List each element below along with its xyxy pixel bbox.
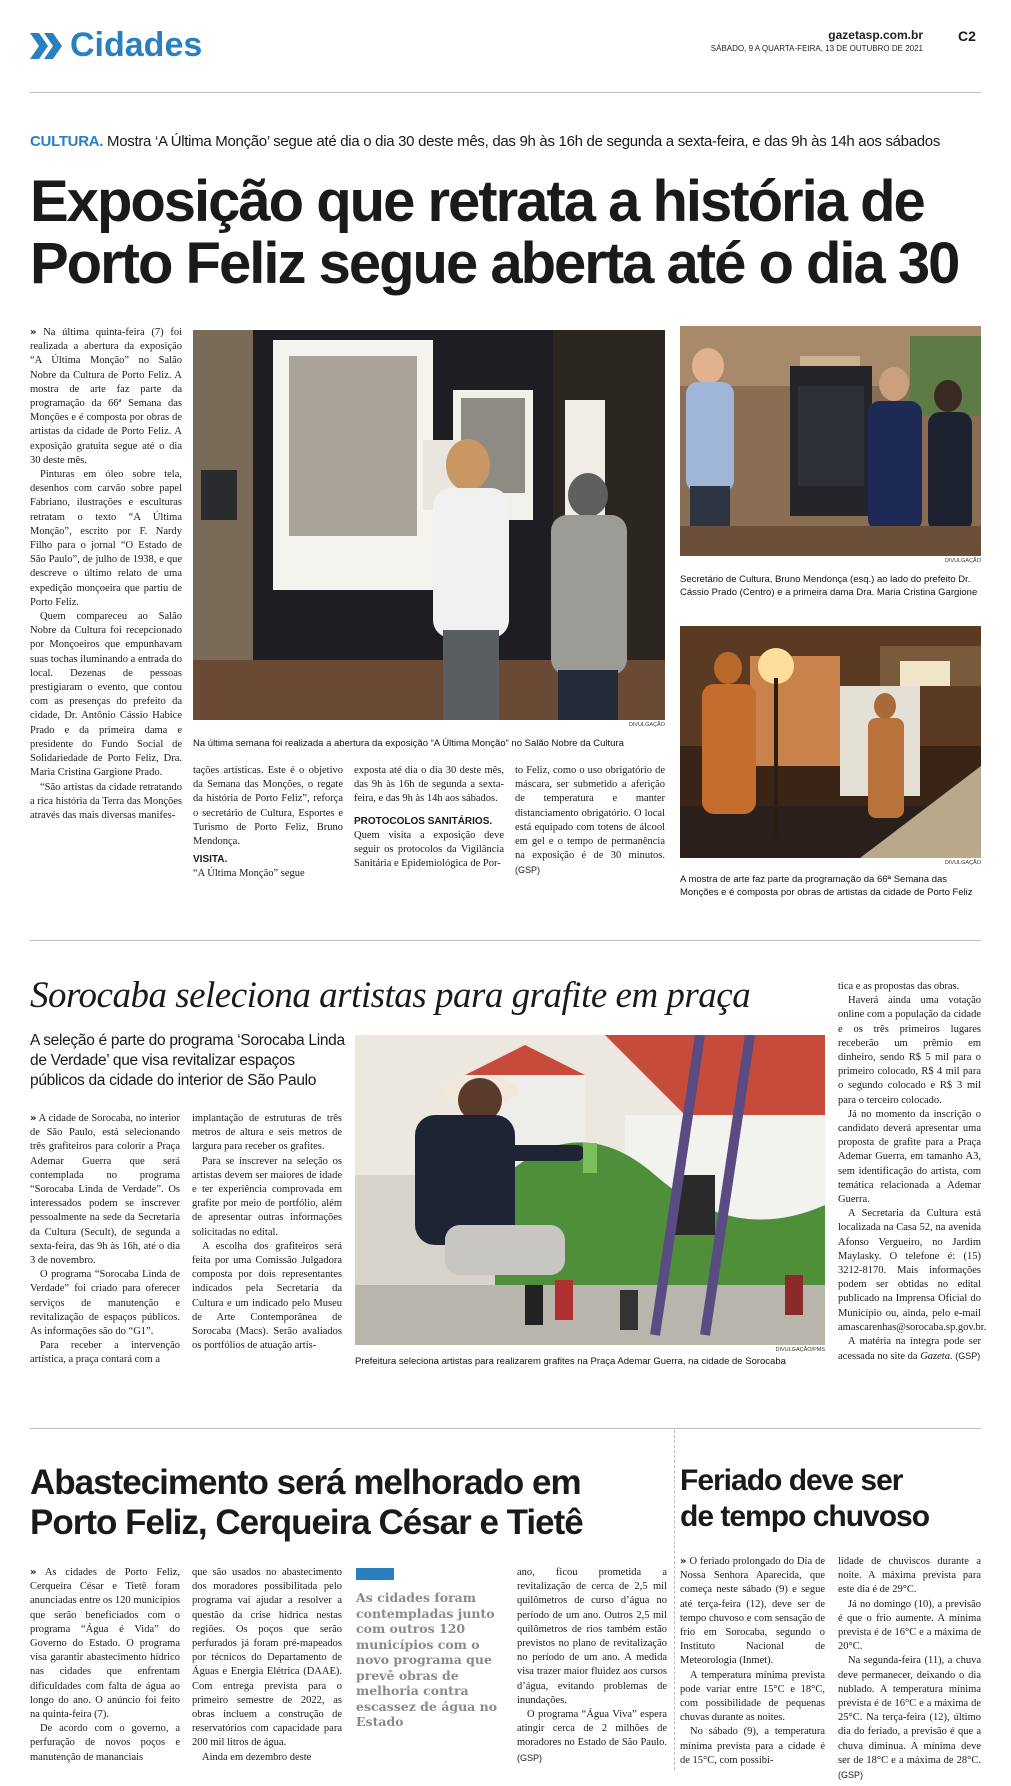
story1-paragraph: to Feliz, como o uso obrigatório de máscara, ser submetido a aferição de temperatura e manter distanciamento obrigatório. O local está equipado com totens de álcool em gel e o tempo de permanência na exposição é de 30 minutos. [515, 765, 665, 862]
story2-paragraph: A escolha dos grafiteiros será feita por uma Comissão Julgadora composta por dois representantes indicados pela Secretaria da Cultura e um indicado pelo Museu de Arte Contemporânea de Sorocaba (Macs). Serão avaliados os portfólios de atuação artís- [192, 1240, 342, 1352]
photo-credit: DIVULGAÇÃO [944, 558, 981, 564]
story4-paragraph: No sábado (9), a temperatura mínima prevista para a cidade é de 15°C, com possibi- [680, 1726, 825, 1766]
story4-headline-line2: de tempo chuvoso [680, 1500, 930, 1533]
story1-column-3 [354, 764, 504, 871]
story1-paragraph: Quem compareceu ao Salão Nobre da Cultura foi recepcionado por Monçoeiros que empunhavam suas tochas iluminando a entrada do local. Dezenas de pessoas prestigiaram o evento, que contou com as presenças do prefeito da cidade, Dr. Antônio Cássio Habice Prado e da primeira dama e presidente do Fundo Social de Solidariedade de Porto Feliz, Dra. Maria Cristina Gargione Prado. [30, 611, 182, 779]
story2-paragraph: Para se inscrever na seleção os artistas devem ser maiores de idade e ter experiência comprovada em grafite por meio de portfólio, além de apresentar outras informações solicitadas no edital. [192, 1155, 342, 1238]
story3-headline-line2: Porto Feliz, Cerqueira César e Tietê [30, 1503, 583, 1542]
story4-column-1 [680, 1555, 825, 1768]
issue-date: SÁBADO, 9 A QUARTA-FEIRA, 13 DE OUTUBRO DE 2021 [710, 44, 923, 53]
newspaper-name[interactable]: Gazeta. [920, 1351, 953, 1363]
story1-paragraph: Na última quinta-feira (7) foi realizada a abertura da exposição “A Última Monção” no Salão Nobre da Cultura de Porto Feliz. A mostra de arte faz parte da programação da 66ª Semana das Monções e é composta por obras de artistas da cidade de Porto Feliz. A exposição gratuita segue até o dia 30 deste mês. [30, 327, 183, 466]
story2-deck: A seleção é parte do programa ‘Sorocaba Linda de Verdade’ que visa revitalizar espaços públicos da cidade do interior de São Paulo [30, 1032, 345, 1089]
story2-paragraph: A matéria na íntegra pode ser acessada no site da [838, 1336, 981, 1363]
graffiti-photo-caption: Prefeitura seleciona artistas para realizarem grafites na Praça Ademar Guerra, na cidade de Sorocaba [355, 1356, 786, 1367]
exhibition-photo [193, 330, 665, 720]
story4-column-2 [838, 1555, 981, 1783]
story3-paragraph: Ainda em dezembro deste [202, 1751, 312, 1763]
story3-paragraph: O programa “Água Viva” espera atingir cerca de 2 milhões de moradores no Estado de São Paulo. [517, 1709, 667, 1749]
story2-paragraph: Para receber a intervenção artística, a praça contará com a [30, 1340, 180, 1366]
exhibition-photo-caption: Na última semana foi realizada a abertura da exposição “A Última Monção” no Salão Nobre da Cultura [193, 738, 624, 749]
story3-pullquote: As cidades foram contempladas junto com outros 120 municípios com o novo programa que prevê obras de melhoria contra escassez de água no Estado [356, 1590, 498, 1729]
story4-paragraph: lidade de chuviscos durante a noite. A máxima prevista para este dia é de 29°C. [838, 1556, 981, 1596]
paragraph-chevron-icon: » [30, 1113, 37, 1124]
graffiti-artist-photo [355, 1035, 825, 1345]
story2-column-2 [192, 1112, 342, 1353]
story2-paragraph: implantação de estruturas de três metros de altura e seis metros de largura para receber os grafites. [192, 1113, 342, 1153]
story2-paragraph: O programa “Sorocaba Linda de Verdade” foi criado para oferecer serviços de manutenção e revitalização de espaços públicos. As informações são do “G1”. [30, 1269, 180, 1338]
story3-column-2 [192, 1566, 342, 1765]
story4-headline-line1: Feriado deve ser [680, 1464, 903, 1497]
story2-paragraph: tica e as propostas das obras. [838, 981, 960, 992]
story1-paragraph: Pinturas em óleo sobre tela, desenhos com carvão sobre papel Fabriano, ilustrações e esculturas retratam o texto “A Última Monção”, escrito por F. Nardy Filho para o jornal “O Estado de São Paulo”, de julho de 1938, e que descreve o último relato de uma expedição monçoeira que partiu de Porto Feliz. [30, 469, 182, 608]
story2-paragraph: Já no momento da inscrição o candidato deverá apresentar uma proposta de grafite para a Praça Ademar Guerra, em tamanho A3, sem identificação do artista, com temática relacionada a Ademar Guerra. [838, 1108, 981, 1206]
story1-column-4 [515, 764, 665, 879]
section-divider [30, 1428, 981, 1429]
story1-deck-text: Mostra ‘A Última Monção’ segue até dia o dia 30 deste mês, das 9h às 16h de segunda a sexta-feira, e das 9h às 14h aos sábados [107, 133, 941, 150]
agency-tag: (GSP) [515, 865, 541, 876]
story3-paragraph: De acordo com o governo, a perfuração de novos poços e manutenção de mananciais [30, 1723, 180, 1763]
story1-column-2 [193, 764, 343, 882]
photo-credit: DIVULGAÇÃO [628, 722, 665, 728]
story3-headline-line1: Abastecimento será melhorado em [30, 1463, 581, 1502]
pullquote-bar [356, 1568, 394, 1580]
visita-subhead: VISITA. [193, 854, 228, 866]
story2-paragraph: A cidade de Sorocaba, no interior de São Paulo, está selecionando três grafiteiros para colorir a Praça Ademar Guerra que será contemplada no programa “Sorocaba Linda de Verdade”. Os interessados podem se inscrever pessoalmente na sede da Secretaria da Cultura (Secult), de segunda a sexta-feira, das 9h às 16h, até o dia 3 de novembro. [30, 1113, 180, 1267]
story3-column-1 [30, 1566, 180, 1765]
story4-paragraph: Já no domingo (10), a previsão é que o frio aumente. A mínima prevista é de 16°C e a máxima de 20°C. [838, 1598, 981, 1653]
protocol-subhead: PROTOCOLOS SANITÁRIOS. [354, 815, 493, 827]
story1-paragraph: Quem visita a exposição deve seguir os protocolos da Vigilância Sanitária e Epidemiológica de Por- [354, 829, 504, 870]
story3-column-4 [517, 1566, 667, 1766]
story4-paragraph: Na segunda-feira (11), a chuva deve permanecer, deixando o dia nublado. A temperatura mínima prevista é de 16°C e a máxima de 25°C. Na terça-feira (12), último dia do feriado, a previsão é que a chuva diminua. A mínima deve ser de 18°C e a máxima de 28°C. [838, 1655, 981, 1766]
agency-tag: (GSP) [517, 1752, 543, 1763]
story2-paragraph: Haverá ainda uma votação online com a população da cidade e os três primeiros lugares receberão um prêmio em dinheiro, sendo R$ 5 mil para o primeiro colocado, R$ 4 mil para o segundo colocado e R$ 3 mil para o terceiro colocado. [838, 995, 981, 1106]
story2-headline: Sorocaba seleciona artistas para grafite em praça [30, 975, 751, 1016]
agency-tag: (GSP) [838, 1770, 864, 1781]
story1-paragraph: “São artistas da cidade retratando a rica história da Terra das Monções através das mais diversas manifes- [30, 781, 182, 821]
section-title: Cidades [70, 26, 203, 64]
page-number: C2 [958, 28, 976, 44]
section-logo-chevrons [30, 33, 64, 59]
story3-paragraph: que são usados no abastecimento dos moradores possibilitada pelo programa vai ajudar a resolver a questão da crise hídrica nestas regiões. Os poços que serão perfurados já foram pré-mapeados por técnicos do Departamento de Águas e Energia Elétrica (DAAE). Com entrega prevista para o primeiro semestre de 2022, as obras incluem a construção de reservatórios com capacidade para 200 mil litros de água. [192, 1567, 342, 1749]
agency-tag: (GSP) [955, 1351, 981, 1362]
officials-photo [680, 326, 981, 556]
paragraph-chevron-icon: » [30, 1567, 37, 1578]
section-divider [30, 940, 981, 941]
officials-photo-caption: Secretário de Cultura, Bruno Mendonça (esq.) ao lado do prefeito Dr. Cássio Prado (Centro) e a primeira dama Dra. Maria Cristina Gargione [680, 574, 978, 598]
photo-credit: DIVULGAÇÃO [944, 860, 981, 866]
site-url[interactable]: gazetasp.com.br [828, 28, 923, 42]
story1-deck [30, 133, 981, 150]
story1-headline-line1: Exposição que retrata a história de [30, 169, 924, 234]
paragraph-chevron-icon: » [30, 327, 37, 338]
story3-paragraph: As cidades de Porto Feliz, Cerqueira César e Tietê foram anunciadas entre os 120 municípios que serão beneficiados com o programa “Água é Vida” do Governo do Estado. O programa visa garantir abastecimento hídrico nas cidades que enfrentam dificuldades com falta de água ao longo do ano. O anúncio foi feito na quinta-feira (7). [30, 1567, 181, 1721]
masthead-rule [30, 92, 981, 93]
column-divider [674, 1430, 675, 1770]
story1-kicker: CULTURA. [30, 133, 104, 150]
photo-credit: DIVULGAÇÃO/PMS [775, 1347, 825, 1353]
story1-headline-line2: Porto Feliz segue aberta até o dia 30 [30, 231, 959, 296]
story1-column-1 [30, 326, 182, 823]
story4-paragraph: O feriado prolongado do Dia de Nossa Senhora Aparecida, que começa neste sábado (9) e segue até terça-feira (12), deve ser de tempo chuvoso e com sensação de frio em Sorocaba, segundo o Instituto Nacional de Meteorologia (Inmet). [680, 1556, 825, 1667]
story3-paragraph: ano, ficou prometida a revitalização de cerca de 2,5 mil quilômetros de curso d’água no período de um ano. Outros 2,5 mil quilômetros de rios também estão previstos no plano de revitalização no período de um ano. A medida visa trazer maior fluidez aos cursos d’água, evitando problemas de inundações. [517, 1567, 667, 1706]
story1-paragraph: “A Última Monção” segue [193, 868, 305, 880]
story4-paragraph: A temperatura mínima prevista pode variar entre 15°C e 18°C, com possibilidade de pequenas chuvas durante as noites. [680, 1669, 825, 1724]
story1-paragraph: tações artísticas. Este é o objetivo da Semana das Monções, o regate da história de Porto Feliz”, reforça o secretário de Cultura, Esportes e Turismo de Porto Feliz, Bruno Mendonça. [193, 765, 343, 848]
story1-paragraph: exposta até dia o dia 30 deste mês, das 9h às 16h de segunda a sexta-feira, e das 9h às 14h aos sábados. [354, 765, 504, 805]
torchbearers-photo [680, 626, 981, 858]
story2-paragraph: A Secretaria da Cultura está localizada na Casa 52, na avenida Afonso Vergueiro, no Jardim Maylasky. O telefone é: (15) 3212-8170. Mais informações podem ser obtidas no edital publicado na Imprensa Oficial do Município ou, ainda, pelo e-mail amascarenhas@sorocaba.sp.gov.br. [838, 1208, 987, 1333]
torchbearers-photo-caption: A mostra de arte faz parte da programação da 66ª Semana das Monções e é composta por obras de artistas da cidade de Porto Feliz [680, 874, 973, 898]
paragraph-chevron-icon: » [680, 1556, 687, 1567]
story2-column-1 [30, 1112, 180, 1368]
story2-column-3 [838, 980, 987, 1364]
